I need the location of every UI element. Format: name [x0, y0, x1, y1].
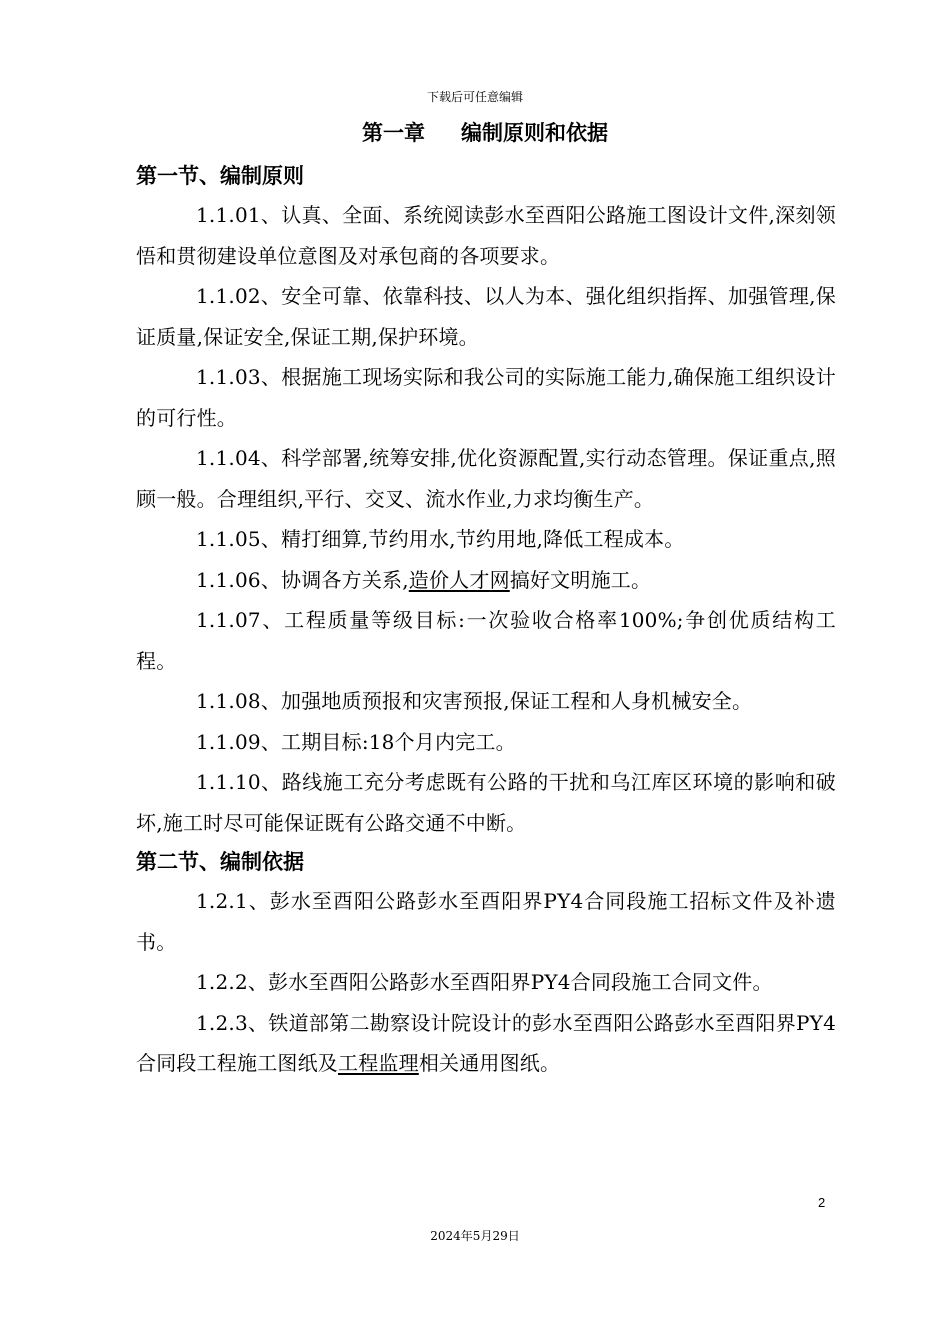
principle-1-1-02: 1.1.02、安全可靠、依靠科技、以人为本、强化组织指挥、加强管理,保证质量,保证安全,保证工期,保护环境。 — [136, 284, 836, 349]
basis-1-2-3 — [136, 1003, 836, 1084]
cost-talent-network-link[interactable]: 造价人才网 — [408, 567, 510, 592]
principle-1-1-04: 1.1.04、科学部署,统筹安排,优化资源配置,实行动态管理。保证重点,照顾一般。合理组织,平行、交叉、流水作业,力求均衡生产。 — [136, 446, 836, 511]
document-body — [136, 157, 836, 1084]
principle-1-1-06-text-b: 搞好文明施工。 — [509, 567, 652, 592]
footer-date: 2024年5月29日 — [430, 1229, 520, 1243]
principle-1-1-06 — [136, 560, 836, 601]
chapter-title — [0, 118, 950, 148]
principle-1-1-06-text-a: 1.1.06、协调各方关系, — [196, 567, 409, 592]
basis-1-2-3-text-b: 相关通用图纸。 — [418, 1051, 561, 1075]
header-note: 下载后可任意编辑 — [426, 90, 523, 104]
basis-1-2-2: 1.2.2、彭水至酉阳公路彭水至酉阳界PY4合同段施工合同文件。 — [196, 970, 773, 994]
basis-1-2-3-text-a: 1.2.3、铁道部第二勘察设计院设计的彭水至酉阳公路彭水至酉阳界PY4合同段工程施工图纸及 — [136, 1010, 836, 1075]
principle-1-1-08: 1.1.08、加强地质预报和灾害预报,保证工程和人身机械安全。 — [196, 689, 753, 713]
principle-1-1-09: 1.1.09、工期目标:18个月内完工。 — [196, 729, 516, 754]
principle-1-1-05: 1.1.05、精打细算,节约用水,节约用地,降低工程成本。 — [196, 527, 685, 551]
principle-1-1-10: 1.1.10、路线施工充分考虑既有公路的干扰和乌江库区环境的影响和破坏,施工时尽可能保证既有公路交通不中断。 — [136, 770, 836, 835]
engineering-supervision-link[interactable]: 工程监理 — [338, 1051, 419, 1075]
chapter-name: 编制原则和依据 — [461, 121, 608, 145]
section-heading-principles: 第一节、编制原则 — [136, 164, 304, 188]
page-number: 2 — [818, 1195, 826, 1210]
chapter-number: 第一章 — [362, 121, 425, 145]
principle-1-1-03: 1.1.03、根据施工现场实际和我公司的实际施工能力,确保施工组织设计的可行性。 — [136, 365, 836, 430]
section-heading-basis: 第二节、编制依据 — [136, 850, 304, 874]
basis-1-2-1: 1.2.1、彭水至酉阳公路彭水至酉阳界PY4合同段施工招标文件及补遗书。 — [136, 889, 836, 954]
principle-1-1-01: 1.1.01、认真、全面、系统阅读彭水至酉阳公路施工图设计文件,深刻领悟和贯彻建设单位意图及对承包商的各项要求。 — [136, 203, 836, 268]
principle-1-1-07: 1.1.07、工程质量等级目标:一次验收合格率100%;争创优质结构工程。 — [136, 608, 836, 673]
